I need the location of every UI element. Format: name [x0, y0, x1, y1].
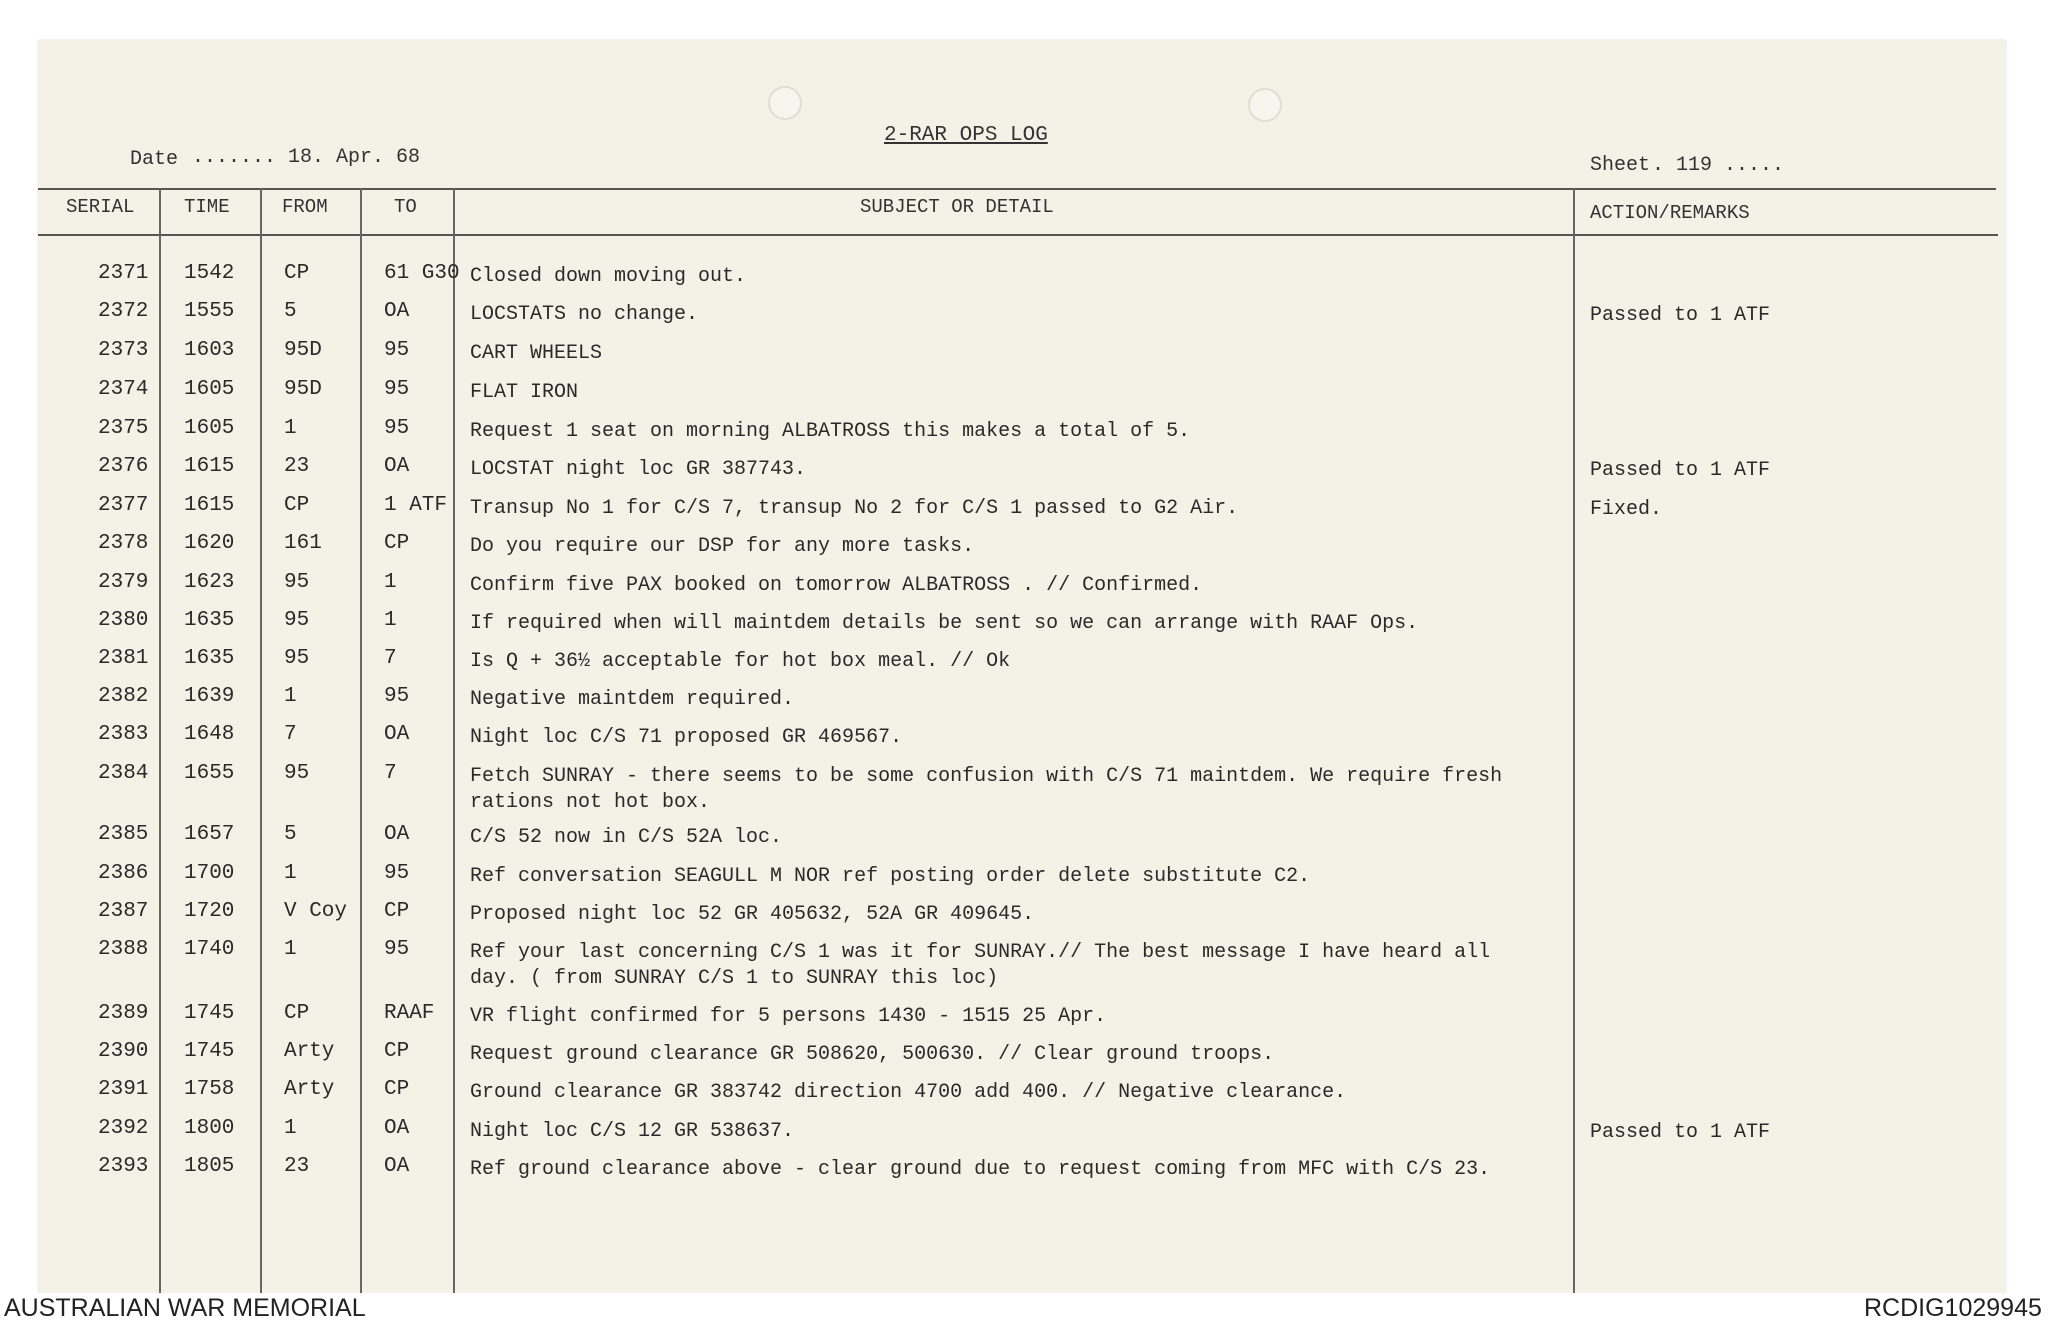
row-serial: 2386 [98, 862, 149, 885]
row-to: OA [384, 1155, 410, 1178]
row-time: 1603 [184, 339, 235, 362]
col-divider-3 [360, 188, 362, 1293]
row-detail: C/S 52 now in C/S 52A loc. [470, 826, 783, 849]
row-detail: VR flight confirmed for 5 persons 1430 - 1515 25 Apr. [470, 1005, 1107, 1028]
row-serial: 2382 [98, 685, 149, 708]
row-detail: If required when will maintdem details be sent so we can arrange with RAAF Ops. [470, 612, 1419, 635]
row-to: 1 ATF [384, 494, 448, 517]
row-time: 1740 [184, 938, 235, 961]
row-to: 95 [384, 685, 410, 708]
date-label: Date [130, 148, 179, 171]
row-to: 95 [384, 862, 410, 885]
row-time: 1648 [184, 723, 235, 746]
row-serial: 2384 [98, 762, 149, 785]
row-from: 95D [284, 339, 322, 362]
row-to: 95 [384, 417, 410, 440]
row-time: 1805 [184, 1155, 235, 1178]
row-detail: Ref your last concerning C/S 1 was it for SUNRAY.// The best message I have heard all day. ( from SUNRAY C/S 1 to SUNRAY this loc) [470, 941, 1491, 990]
row-detail: LOCSTAT night loc GR 387743. [470, 458, 807, 481]
col-header-remarks: ACTION/REMARKS [1590, 202, 1750, 224]
row-to: CP [384, 1040, 410, 1063]
col-header-to: TO [394, 196, 417, 218]
punch-hole-right [1248, 88, 1282, 122]
row-remark: Passed to 1 ATF [1590, 459, 1771, 482]
row-serial: 2372 [98, 300, 149, 323]
col-header-time: TIME [184, 196, 230, 218]
row-detail: Confirm five PAX booked on tomorrow ALBATROSS . // Confirmed. [470, 574, 1203, 597]
row-from: CP [284, 494, 310, 517]
col-header-serial: SERIAL [66, 196, 135, 218]
row-serial: 2376 [98, 455, 149, 478]
row-detail: Ref ground clearance above - clear ground due to request coming from MFC with C/S 23. [470, 1158, 1491, 1181]
sheet-label: Sheet [1590, 154, 1651, 177]
footer-credit: AUSTRALIAN WAR MEMORIAL [4, 1294, 366, 1322]
row-time: 1615 [184, 455, 235, 478]
row-serial: 2383 [98, 723, 149, 746]
sheet-value: . 119 ..... [1652, 154, 1785, 177]
row-detail: Night loc C/S 12 GR 538637. [470, 1120, 795, 1143]
row-detail: Do you require our DSP for any more tasks. [470, 535, 975, 558]
row-to: 95 [384, 938, 410, 961]
footer-reference: RCDIG1029945 [1864, 1294, 2042, 1322]
row-from: 1 [284, 862, 297, 885]
col-header-from: FROM [282, 196, 328, 218]
row-from: 5 [284, 300, 297, 323]
row-detail: FLAT IRON [470, 381, 579, 404]
row-serial: 2377 [98, 494, 149, 517]
row-from: Arty [284, 1078, 335, 1101]
row-serial: 2379 [98, 571, 149, 594]
row-detail: Closed down moving out. [470, 265, 747, 288]
row-to: OA [384, 1117, 410, 1140]
row-from: Arty [284, 1040, 335, 1063]
col-divider-2 [260, 188, 262, 1293]
row-to: OA [384, 723, 410, 746]
row-to: CP [384, 900, 410, 923]
row-time: 1605 [184, 378, 235, 401]
row-to: OA [384, 823, 410, 846]
col-header-detail: SUBJECT OR DETAIL [860, 196, 1054, 218]
row-from: 23 [284, 455, 310, 478]
row-time: 1800 [184, 1117, 235, 1140]
row-to: 1 [384, 571, 397, 594]
row-serial: 2391 [98, 1078, 149, 1101]
row-to: CP [384, 532, 410, 555]
row-detail: LOCSTATS no change. [470, 303, 699, 326]
row-detail: Night loc C/S 71 proposed GR 469567. [470, 726, 903, 749]
row-time: 1758 [184, 1078, 235, 1101]
row-serial: 2390 [98, 1040, 149, 1063]
row-detail: CART WHEELS [470, 342, 603, 365]
row-from: CP [284, 262, 310, 285]
row-time: 1745 [184, 1040, 235, 1063]
row-serial: 2371 [98, 262, 149, 285]
row-to: 7 [384, 762, 397, 785]
row-to: 61 G30 [384, 262, 460, 285]
row-time: 1635 [184, 609, 235, 632]
row-to: 95 [384, 378, 410, 401]
row-to: OA [384, 455, 410, 478]
row-detail: Transup No 1 for C/S 7, transup No 2 for C/S 1 passed to G2 Air. [470, 497, 1239, 520]
row-serial: 2374 [98, 378, 149, 401]
row-time: 1623 [184, 571, 235, 594]
row-time: 1635 [184, 647, 235, 670]
row-serial: 2393 [98, 1155, 149, 1178]
row-remark: Passed to 1 ATF [1590, 304, 1771, 327]
row-detail: Ref conversation SEAGULL M NOR ref posting order delete substitute C2. [470, 865, 1311, 888]
row-time: 1620 [184, 532, 235, 555]
col-divider-4 [453, 188, 455, 1293]
row-time: 1555 [184, 300, 235, 323]
row-from: 95 [284, 609, 310, 632]
row-time: 1657 [184, 823, 235, 846]
row-from: 95 [284, 571, 310, 594]
row-from: 1 [284, 1117, 297, 1140]
row-serial: 2380 [98, 609, 149, 632]
page-title: 2-RAR OPS LOG [884, 124, 1048, 147]
header-bottom-rule [38, 234, 1998, 236]
row-remark: Fixed. [1590, 498, 1663, 521]
row-from: 95 [284, 647, 310, 670]
row-from: 161 [284, 532, 322, 555]
row-from: CP [284, 1002, 310, 1025]
row-from: V Coy [284, 900, 348, 923]
row-detail: Ground clearance GR 383742 direction 4700 add 400. // Negative clearance. [470, 1081, 1347, 1104]
row-detail: Is Q + 36½ acceptable for hot box meal. // Ok [470, 650, 1011, 673]
row-from: 1 [284, 417, 297, 440]
row-detail: Fetch SUNRAY - there seems to be some confusion with C/S 71 maintdem. We require fresh rations not hot box. [470, 765, 1503, 814]
row-serial: 2389 [98, 1002, 149, 1025]
row-time: 1745 [184, 1002, 235, 1025]
row-to: 7 [384, 647, 397, 670]
row-serial: 2378 [98, 532, 149, 555]
row-serial: 2375 [98, 417, 149, 440]
row-to: 1 [384, 609, 397, 632]
row-to: OA [384, 300, 410, 323]
row-time: 1700 [184, 862, 235, 885]
row-serial: 2387 [98, 900, 149, 923]
row-time: 1615 [184, 494, 235, 517]
row-from: 95D [284, 378, 322, 401]
row-to: RAAF [384, 1002, 435, 1025]
row-serial: 2373 [98, 339, 149, 362]
row-remark: Passed to 1 ATF [1590, 1121, 1771, 1144]
row-detail: Negative maintdem required. [470, 688, 795, 711]
row-from: 5 [284, 823, 297, 846]
row-serial: 2392 [98, 1117, 149, 1140]
row-time: 1720 [184, 900, 235, 923]
row-to: 95 [384, 339, 410, 362]
row-from: 1 [284, 938, 297, 961]
row-detail: Request ground clearance GR 508620, 500630. // Clear ground troops. [470, 1043, 1275, 1066]
row-detail: Request 1 seat on morning ALBATROSS this makes a total of 5. [470, 420, 1191, 443]
punch-hole-left [768, 86, 802, 120]
row-time: 1542 [184, 262, 235, 285]
row-from: 95 [284, 762, 310, 785]
row-from: 7 [284, 723, 297, 746]
row-from: 23 [284, 1155, 310, 1178]
row-time: 1639 [184, 685, 235, 708]
row-detail: Proposed night loc 52 GR 405632, 52A GR 409645. [470, 903, 1035, 926]
row-serial: 2381 [98, 647, 149, 670]
row-serial: 2385 [98, 823, 149, 846]
row-serial: 2388 [98, 938, 149, 961]
row-time: 1655 [184, 762, 235, 785]
header-top-rule [38, 188, 1996, 190]
row-from: 1 [284, 685, 297, 708]
row-to: CP [384, 1078, 410, 1101]
row-time: 1605 [184, 417, 235, 440]
date-value: ....... 18. Apr. 68 [192, 146, 421, 169]
col-divider-1 [159, 188, 161, 1293]
